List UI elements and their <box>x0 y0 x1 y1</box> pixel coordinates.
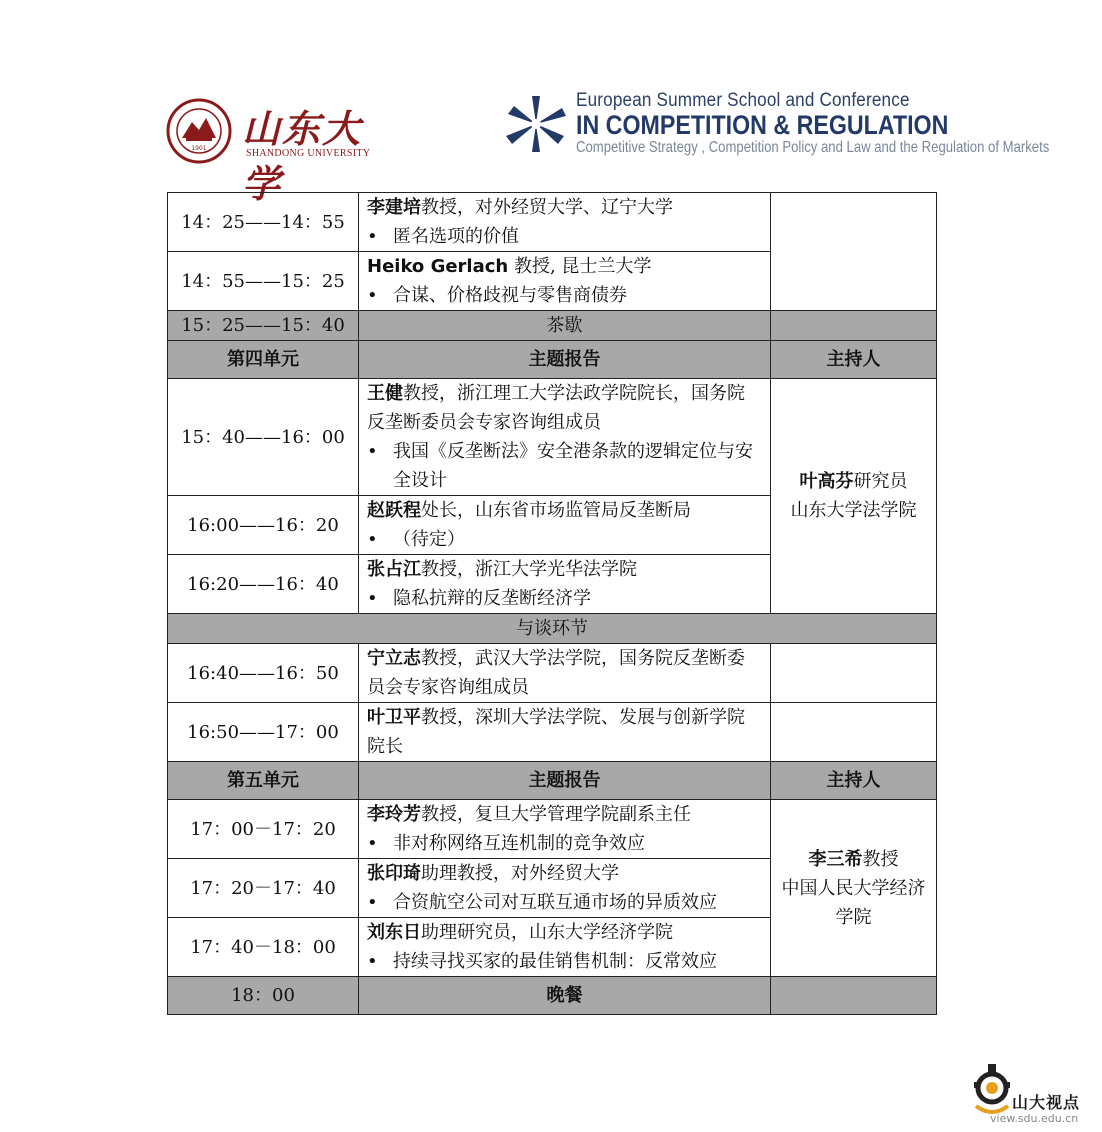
break-row <box>168 311 937 341</box>
speaker-name: Heiko Gerlach <box>367 256 509 277</box>
session-time: 15：40——16：00 <box>168 379 359 496</box>
dinner-label: 晚餐 <box>359 977 771 1015</box>
watermark-logo-icon <box>972 1062 1016 1118</box>
unit5-host-cell <box>771 800 937 977</box>
dinner-empty <box>771 977 937 1015</box>
host-org: 中国人民大学经济学院 <box>781 877 926 928</box>
unit4-header-row <box>168 341 937 379</box>
break-label: 茶歇 <box>359 311 771 341</box>
speaker-affiliation: 助理研究员，山东大学经济学院 <box>421 922 673 943</box>
university-name-cn: 山东大学 <box>242 106 363 206</box>
talk-cell <box>359 859 771 918</box>
discussion-title: 与谈环节 <box>168 614 937 644</box>
unit4-title: 第四单元 <box>168 341 359 379</box>
speaker-name: 张占江 <box>367 559 421 580</box>
speaker-affiliation: 教授，武汉大学法学院，国务院反垄断委员会专家咨询组成员 <box>367 648 745 698</box>
seal-year: 1901 <box>191 145 207 152</box>
session-time: 17：40－18：00 <box>168 918 359 977</box>
speaker-name: 赵跃程 <box>367 500 421 521</box>
table-row <box>168 703 937 762</box>
talk-topic: • 合资航空公司对互联互通市场的异质效应 <box>367 888 762 917</box>
talk-topic: • 我国《反垄断法》安全港条款的逻辑定位与安全设计 <box>367 437 762 495</box>
watermark-text: 山大视点 <box>1012 1093 1081 1112</box>
speaker-affiliation: 教授，浙江理工大学法政学院院长，国务院反垄断委员会专家咨询组成员 <box>367 383 745 433</box>
unit4-host-cell <box>771 379 937 614</box>
talk-topic: • 匿名选项的价值 <box>367 222 762 251</box>
talk-cell <box>359 800 771 859</box>
unit5-topic-header: 主题报告 <box>359 762 771 800</box>
unit5-header-row <box>168 762 937 800</box>
speaker-affiliation: 教授，深圳大学法学院、发展与创新学院院长 <box>367 707 745 757</box>
speaker-name: 叶卫平 <box>367 707 421 728</box>
university-seal-icon <box>166 98 232 164</box>
talk-topic: • 持续寻找买家的最佳销售机制：反常效应 <box>367 947 762 976</box>
talk-cell <box>359 918 771 977</box>
talk-cell <box>359 252 771 311</box>
speaker-name: 李建培 <box>367 197 421 218</box>
break-empty <box>771 311 937 341</box>
dinner-time: 18：00 <box>168 977 359 1015</box>
discussion-header-row <box>168 614 937 644</box>
unit5-title: 第五单元 <box>168 762 359 800</box>
unit4-topic-header: 主题报告 <box>359 341 771 379</box>
speaker-name: 张印琦 <box>367 863 421 884</box>
session-time: 17：00－17：20 <box>168 800 359 859</box>
talk-cell <box>359 555 771 614</box>
conference-title-line1: European Summer School and Conference <box>576 90 910 111</box>
table-row <box>168 800 937 859</box>
session-time: 16:50——17：00 <box>168 703 359 762</box>
host-cell-empty <box>771 193 937 311</box>
speaker-affiliation: 助理教授，对外经贸大学 <box>421 863 619 884</box>
talk-cell <box>359 496 771 555</box>
talk-cell <box>359 379 771 496</box>
speaker-affiliation: 教授，浙江大学光华法学院 <box>421 559 637 580</box>
dinner-row <box>168 977 937 1015</box>
talk-cell <box>359 644 771 703</box>
watermark <box>972 1062 1100 1128</box>
talk-topic: • 隐私抗辩的反垄断经济学 <box>367 584 762 613</box>
speaker-affiliation: 教授，复旦大学管理学院副系主任 <box>421 804 691 825</box>
talk-topic: • 非对称网络互连机制的竞争效应 <box>367 829 762 858</box>
university-name-en: SHANDONG UNIVERSITY <box>246 148 371 159</box>
speaker-name: 刘东日 <box>367 922 421 943</box>
table-row <box>168 379 937 496</box>
speaker-affiliation: 教授，对外经贸大学、辽宁大学 <box>421 197 673 218</box>
conference-logo <box>506 90 1050 162</box>
speaker-affiliation: 处长，山东省市场监管局反垄断局 <box>421 500 691 521</box>
session-time: 16:40——16：50 <box>168 644 359 703</box>
talk-topic: • （待定） <box>367 525 762 554</box>
table-row <box>168 644 937 703</box>
unit5-host-header: 主持人 <box>771 762 937 800</box>
schedule-table <box>167 192 937 1015</box>
table-row <box>168 193 937 252</box>
unit4-host-header: 主持人 <box>771 341 937 379</box>
shandong-university-logo <box>166 98 381 206</box>
session-time: 14：55——15：25 <box>168 252 359 311</box>
session-time: 14：25——14：55 <box>168 193 359 252</box>
watermark-url: view.sdu.edu.cn <box>990 1112 1079 1125</box>
speaker-name: 宁立志 <box>367 648 421 669</box>
break-time: 15：25——15：40 <box>168 311 359 341</box>
host-title: 研究员 <box>853 471 908 492</box>
talk-cell <box>359 193 771 252</box>
host-cell-empty <box>771 703 937 762</box>
talk-topic: • 合谋、价格歧视与零售商债券 <box>367 281 762 310</box>
host-cell-empty <box>771 644 937 703</box>
conference-subtitle: Competitive Strategy , Competition Policy and Law and the Regulation of Markets <box>576 139 1050 156</box>
host-title: 教授 <box>862 848 899 870</box>
session-time: 16:00——16：20 <box>168 496 359 555</box>
host-name: 叶高芬 <box>799 471 854 492</box>
talk-cell <box>359 703 771 762</box>
session-time: 17：20－17：40 <box>168 859 359 918</box>
speaker-name: 李玲芳 <box>367 804 421 825</box>
speaker-name: 王健 <box>367 383 403 404</box>
speaker-affiliation: 教授, 昆士兰大学 <box>508 256 652 277</box>
conference-star-icon <box>506 94 566 154</box>
session-time: 16:20——16：40 <box>168 555 359 614</box>
host-org: 山东大学法学院 <box>790 500 917 521</box>
host-name: 李三希 <box>808 848 863 870</box>
conference-title-line2: IN COMPETITION & REGULATION <box>576 110 949 140</box>
